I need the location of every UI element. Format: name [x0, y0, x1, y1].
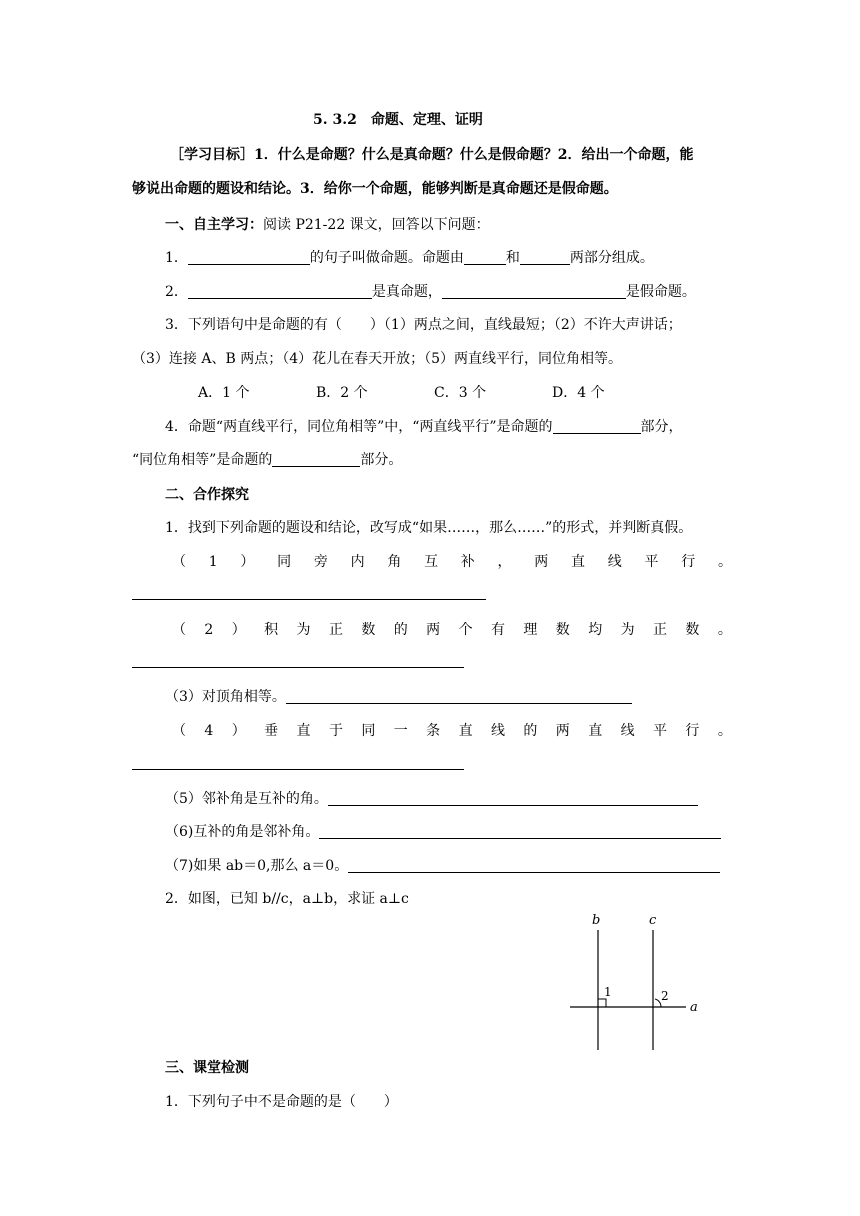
answer-blank[interactable] — [442, 282, 626, 299]
answer-blank[interactable] — [328, 789, 698, 806]
answer-blank[interactable] — [348, 856, 720, 873]
justified-char: 线 — [607, 554, 622, 570]
justified-char: 正 — [328, 622, 343, 638]
justified-char: 2 — [204, 622, 214, 638]
justified-char: 直 — [588, 723, 603, 739]
q4-text-1: 4．命题“两直线平行，同位角相等”中，“两直线平行”是命题的 — [165, 419, 553, 435]
justified-char: 为 — [620, 622, 635, 638]
s2-item-4 — [172, 721, 732, 741]
s2-item-7 — [165, 856, 720, 876]
justified-char: 两 — [426, 622, 441, 638]
section3-heading: 三、课堂检测 — [165, 1060, 249, 1076]
q1-text-3: 两部分组成。 — [569, 250, 654, 266]
objectives-line-2: 够说出命题的题设和结论。3．给你一个命题，能够判断是真命题还是假命题。 — [132, 181, 618, 197]
section1-heading-line — [165, 215, 490, 235]
justified-char: （ — [172, 622, 186, 638]
justified-char: 行 — [681, 554, 696, 570]
s3-question-1: 1．下列句子中不是命题的是（ ） — [165, 1094, 398, 1110]
justified-char: ， — [497, 554, 512, 570]
s2-item-1 — [172, 552, 732, 572]
justified-char: 旁 — [313, 554, 328, 570]
right-angle-mark — [598, 999, 606, 1007]
justified-char: 条 — [426, 723, 441, 739]
justified-char: 同 — [277, 554, 292, 570]
item5-text: （5）邻补角是互补的角。 — [165, 791, 328, 807]
s1-question-4-line-2 — [132, 450, 402, 470]
justified-char: 直 — [571, 554, 585, 570]
justified-char: 积 — [264, 622, 279, 638]
option-c: C．3 个 — [434, 385, 487, 401]
justified-char: 正 — [653, 622, 668, 638]
s2-question-2: 2．如图，已知 b//c，a⊥b，求证 a⊥c — [165, 891, 409, 907]
answer-blank[interactable] — [188, 248, 310, 265]
q4-text-4: 部分。 — [360, 452, 403, 468]
objectives-line-1 — [170, 145, 693, 165]
justified-char: 1 — [208, 554, 218, 570]
answer-blank[interactable] — [553, 417, 641, 434]
justified-char: 的 — [523, 723, 538, 739]
q2-number: 2． — [165, 284, 188, 300]
justified-char: （ — [172, 723, 186, 739]
s1-question-2 — [165, 282, 696, 302]
answer-blank[interactable] — [319, 822, 721, 839]
objectives-text-1: 1．什么是命题？什么是真命题？什么是假命题？2．给出一个命题，能 — [254, 147, 694, 163]
section1-intro: 阅读 P21-22 课文，回答以下问题： — [263, 217, 490, 233]
label-a: a — [690, 1000, 698, 1015]
s2-item-3 — [165, 687, 632, 707]
s1-question-1 — [165, 248, 654, 268]
q4-text-3: “同位角相等”是命题的 — [132, 452, 273, 468]
answer-blank[interactable] — [188, 282, 372, 299]
answer-blank[interactable] — [520, 248, 570, 265]
justified-char: 平 — [644, 554, 659, 570]
label-b: b — [592, 913, 601, 928]
justified-char: 同 — [361, 723, 376, 739]
justified-char: 补 — [460, 554, 475, 570]
q1-number: 1． — [165, 250, 188, 266]
s1-question-3-line-2: （3）连接 A、B 两点；（4）花儿在春天开放；（5）两直线平行，同位角相等。 — [132, 351, 623, 367]
justified-char: 角 — [387, 554, 402, 570]
justified-char: ） — [231, 622, 246, 638]
q2-text-1: 是真命题， — [371, 284, 442, 300]
item3-text: （3）对顶角相等。 — [165, 689, 286, 705]
justified-char: 4 — [204, 723, 214, 739]
justified-char: 。 — [717, 554, 732, 570]
s2-item-2 — [172, 620, 732, 640]
page-title: 5. 3.2 命题、定理、证明 — [313, 112, 483, 128]
justified-char: 数 — [555, 622, 570, 638]
s2-question-1: 1．找到下列命题的题设和结论，改写成“如果……，那么……”的形式，并判断真假。 — [165, 520, 693, 536]
label-angle-2: 2 — [661, 989, 669, 1003]
s1-question-3-options — [198, 383, 670, 403]
justified-char: 理 — [523, 622, 538, 638]
q2-text-2: 是假命题。 — [625, 284, 696, 300]
answer-line[interactable] — [132, 769, 464, 770]
justified-char: （ — [172, 554, 186, 570]
s1-question-3-line-1: 3．下列语句中是命题的有（ ）（1）两点之间，直线最短；（2）不许大声讲话； — [165, 317, 682, 333]
justified-char: 有 — [490, 622, 505, 638]
q4-text-2: 部分， — [640, 419, 683, 435]
justified-char: 为 — [296, 622, 311, 638]
justified-char: 数 — [361, 622, 376, 638]
justified-char: 直 — [458, 723, 473, 739]
answer-blank[interactable] — [286, 687, 632, 704]
item6-text: （6)互补的角是邻补角。 — [165, 824, 320, 840]
justified-char: 的 — [393, 622, 408, 638]
q1-text-1: 的句子叫做命题。命题由 — [309, 250, 464, 266]
answer-line[interactable] — [132, 599, 486, 600]
objectives-label: ［学习目标］ — [170, 147, 254, 163]
justified-char: 于 — [328, 723, 343, 739]
justified-char: ） — [240, 554, 255, 570]
justified-char: 个 — [458, 622, 473, 638]
justified-char: 直 — [296, 723, 311, 739]
justified-char: 内 — [350, 554, 365, 570]
option-a: A．1 个 — [198, 385, 250, 401]
item7-text: （7)如果 ab＝0,那么 a＝0。 — [165, 858, 349, 874]
answer-line[interactable] — [132, 667, 464, 668]
label-angle-1: 1 — [604, 985, 612, 999]
justified-char: 线 — [490, 723, 505, 739]
justified-char: 线 — [620, 723, 635, 739]
option-b: B．2 个 — [316, 385, 368, 401]
justified-char: 数 — [685, 622, 700, 638]
q1-text-2: 和 — [505, 250, 520, 266]
parallel-lines-figure — [560, 910, 710, 1060]
section2-heading: 二、合作探究 — [165, 487, 249, 503]
label-c: c — [649, 913, 657, 928]
justified-char: 一 — [393, 723, 408, 739]
justified-char: 互 — [424, 554, 439, 570]
justified-char: 均 — [588, 622, 603, 638]
answer-blank[interactable] — [272, 450, 360, 467]
justified-char: 两 — [555, 723, 570, 739]
section1-heading: 一、自主学习： — [165, 217, 263, 233]
justified-char: 。 — [717, 622, 732, 638]
justified-char: 。 — [717, 723, 732, 739]
s2-item-6 — [165, 822, 721, 842]
justified-char: ） — [231, 723, 246, 739]
answer-blank[interactable] — [464, 248, 506, 265]
s2-item-5 — [165, 789, 698, 809]
justified-char: 行 — [685, 723, 700, 739]
option-d: D．4 个 — [552, 385, 605, 401]
justified-char: 垂 — [264, 723, 279, 739]
justified-char: 两 — [534, 554, 549, 570]
justified-char: 平 — [653, 723, 668, 739]
s1-question-4-line-1 — [165, 417, 683, 437]
